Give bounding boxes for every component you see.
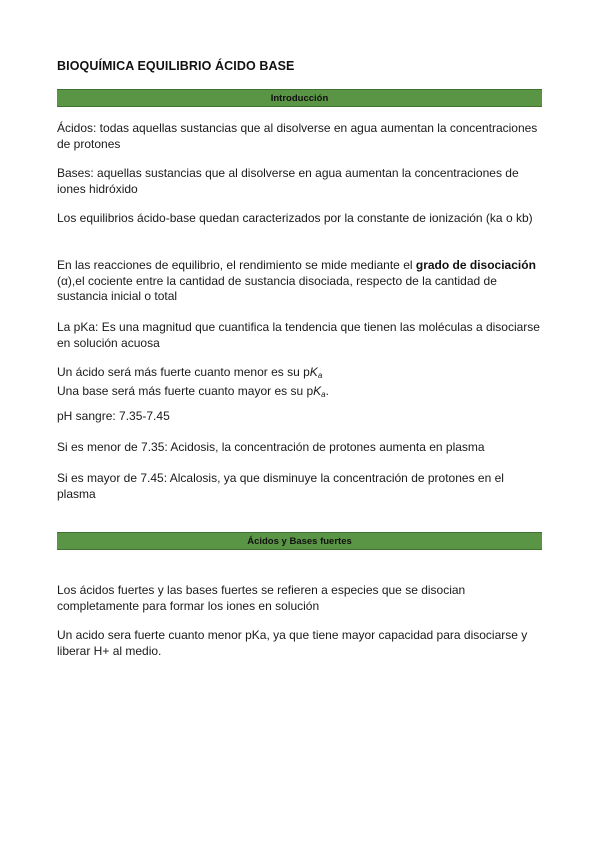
paragraph-pka: La pKa: Es una magnitud que cuantifica la tendencia que tienen las moléculas a disociarse en solución acuosa — [57, 320, 540, 350]
section-header-introduccion — [57, 89, 542, 107]
document-title: BIOQUÍMICA EQUILIBRIO ÁCIDO BASE — [57, 59, 295, 73]
acid-strength-line: Un ácido será más fuerte cuanto menor es su $pK_a$ — [57, 365, 323, 380]
grado-text-after: (α),el cociente entre la cantidad de sustancia disociada, respecto de la cantidad de sustancia inicial o total — [57, 273, 497, 303]
paragraph-equilibrios: Los equilibrios ácido-base quedan caracterizados por la constante de ionización (ka o kb) — [57, 211, 533, 225]
section-header-label: Ácidos y Bases fuertes — [247, 535, 352, 547]
section-header-label: Introducción — [270, 92, 329, 104]
grado-bold-term: grado de disociación — [415, 258, 536, 272]
section-header-acidos-bases-fuertes — [57, 532, 542, 550]
paragraph-acidos: Ácidos: todas aquellas sustancias que al disolverse en agua aumentan la concentraciones de protones — [57, 121, 538, 151]
paragraph-bases: Bases: aquellas sustancias que al disolverse en agua aumentan la concentraciones de iones hidróxido — [57, 166, 519, 196]
base-strength-line: Una base será más fuerte cuanto mayor es su $pK_a$. — [57, 383, 329, 399]
paragraph-alcalosis: Si es mayor de 7.45: Alcalosis, ya que disminuye la concentración de protones en el plasma — [57, 471, 504, 501]
paragraph-strength — [57, 365, 542, 402]
grado-text-before: En las reacciones de equilibrio, el rendimiento se mide mediante el — [57, 258, 416, 272]
paragraph-acidosis: Si es menor de 7.35: Acidosis, la concentración de protones aumenta en plasma — [57, 440, 485, 454]
paragraph-acido-fuerte-pka: Un acido sera fuerte cuanto menor pKa, ya que tiene mayor capacidad para disociarse y liberar H+ al medio. — [57, 628, 528, 658]
paragraph-fuertes: Los ácidos fuertes y las bases fuertes se refieren a especies que se disocian completamente para formar los iones en solución — [57, 583, 466, 613]
paragraph-ph-blood: pH sangre: 7.35-7.45 — [57, 409, 170, 423]
paragraph-grado-disociacion — [57, 258, 542, 305]
